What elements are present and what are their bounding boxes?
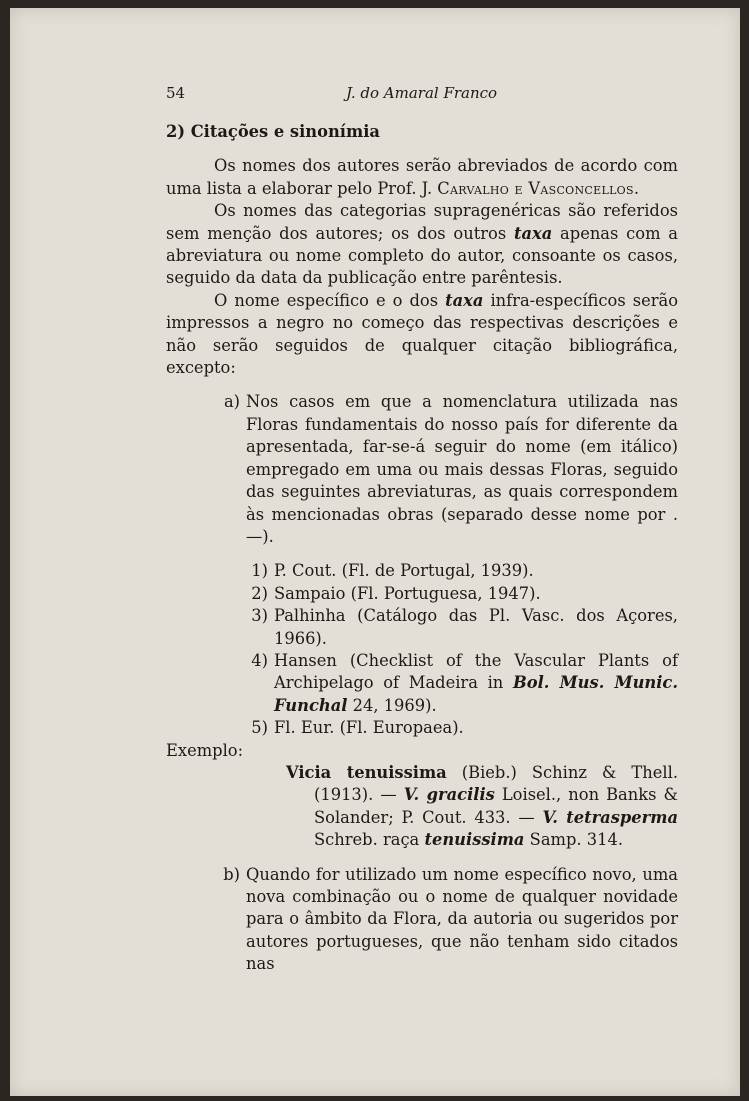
emphasis-taxa: taxa — [513, 223, 553, 243]
reference-label: 1) — [251, 561, 268, 581]
citation-text: Loisel., non Banks & Solander; P. Cout. 433. — — [314, 785, 678, 827]
paragraph-text: O nome específico e o dos — [214, 290, 446, 310]
item-label: b) — [223, 864, 240, 884]
reference-item — [166, 605, 678, 650]
item-text: Nos casos em que a nomenclatura utilizada nas Floras fundamentais do nosso país for diferente da apresentada, far-se-á seguir do nome (em itálico) empregado em uma ou mais dessas Floras, seguido das seguintes abreviaturas, as quais correspondem às mencionadas obras (separado desse nome por .—). — [246, 392, 678, 546]
paragraph-text: infra-específicos serão impressos a negro no começo das respectivas descrições e não serão seguidos de qualquer citação bibliográfica, excepto: — [166, 290, 678, 378]
paragraph-authors — [166, 155, 678, 200]
reference-text — [274, 650, 678, 717]
running-head: J. do Amaral Franco — [346, 84, 498, 102]
synonym-name: V. tetrasperma — [542, 807, 678, 827]
reference-text: Fl. Eur. (Fl. Europaea). — [274, 718, 464, 738]
section-heading: 2) Citações e sinonímia — [166, 122, 380, 141]
reference-text-part: Hansen (Checklist of the Vascular Plants of Archipelago of Madeira in — [274, 650, 678, 693]
paragraph-specific-names — [166, 290, 678, 380]
document-page — [10, 8, 740, 1096]
reference-label: 5) — [251, 718, 268, 738]
example-citation — [286, 762, 678, 852]
reference-label: 4) — [251, 650, 268, 670]
reference-text: Sampaio (Fl. Portuguesa, 1947). — [274, 583, 541, 603]
reference-text: Palhinha (Catálogo das Pl. Vasc. dos Açores, 1966). — [274, 606, 678, 648]
page-number: 54 — [166, 84, 186, 102]
item-label: a) — [223, 392, 240, 412]
paragraph-text: Os nomes dos autores serão abreviados de acordo com uma lista a elaborar pelo Prof. J. — [166, 156, 678, 198]
species-name: Vicia tenuissima — [286, 762, 447, 782]
emphasis-taxa: taxa — [445, 290, 484, 310]
reference-label: 3) — [251, 606, 268, 626]
synonym-name: tenuissima — [424, 830, 525, 850]
list-item-b — [166, 864, 678, 976]
reference-item — [166, 583, 678, 605]
item-text: Quando for utilizado um nome específico novo, uma nova combinação ou o nome de qualquer novidade para o âmbito da Flora, da autoria ou sugeridos por autores portugueses, que não tenham sido citados nas — [246, 864, 678, 974]
reference-item — [166, 717, 678, 739]
reference-text-part: 24, 1969). — [347, 695, 437, 715]
citation-text: (Bieb.) Schinz & Thell. (1913). — — [314, 762, 678, 805]
author-name-smallcaps: Carvalho e Vasconcellos — [437, 178, 634, 198]
reference-item — [166, 560, 678, 582]
reference-text: P. Cout. (Fl. de Portugal, 1939). — [274, 561, 534, 581]
reference-item — [166, 650, 678, 717]
synonym-name: V. gracilis — [403, 785, 495, 805]
paragraph-text: . — [633, 178, 640, 198]
paragraph-text: apenas com a abreviatura ou nome completo do autor, consoante os casos, seguido da data da publicação entre parêntesis. — [166, 223, 678, 288]
paragraph-categories — [166, 200, 678, 290]
list-item-a — [166, 391, 678, 548]
citation-text: Schreb. raça — [314, 830, 425, 850]
body-text — [166, 121, 678, 976]
example-label: Exemplo: — [166, 740, 244, 760]
paragraph-text: Os nomes das categorias supragenéricas são referidos sem menção dos autores; os dos outros — [166, 201, 678, 243]
reference-list — [166, 560, 678, 739]
example-block — [286, 762, 678, 852]
reference-label: 2) — [251, 583, 268, 603]
journal-title: Bol. Mus. Munic. Funchal — [274, 673, 679, 715]
citation-text: Samp. 314. — [524, 830, 623, 850]
